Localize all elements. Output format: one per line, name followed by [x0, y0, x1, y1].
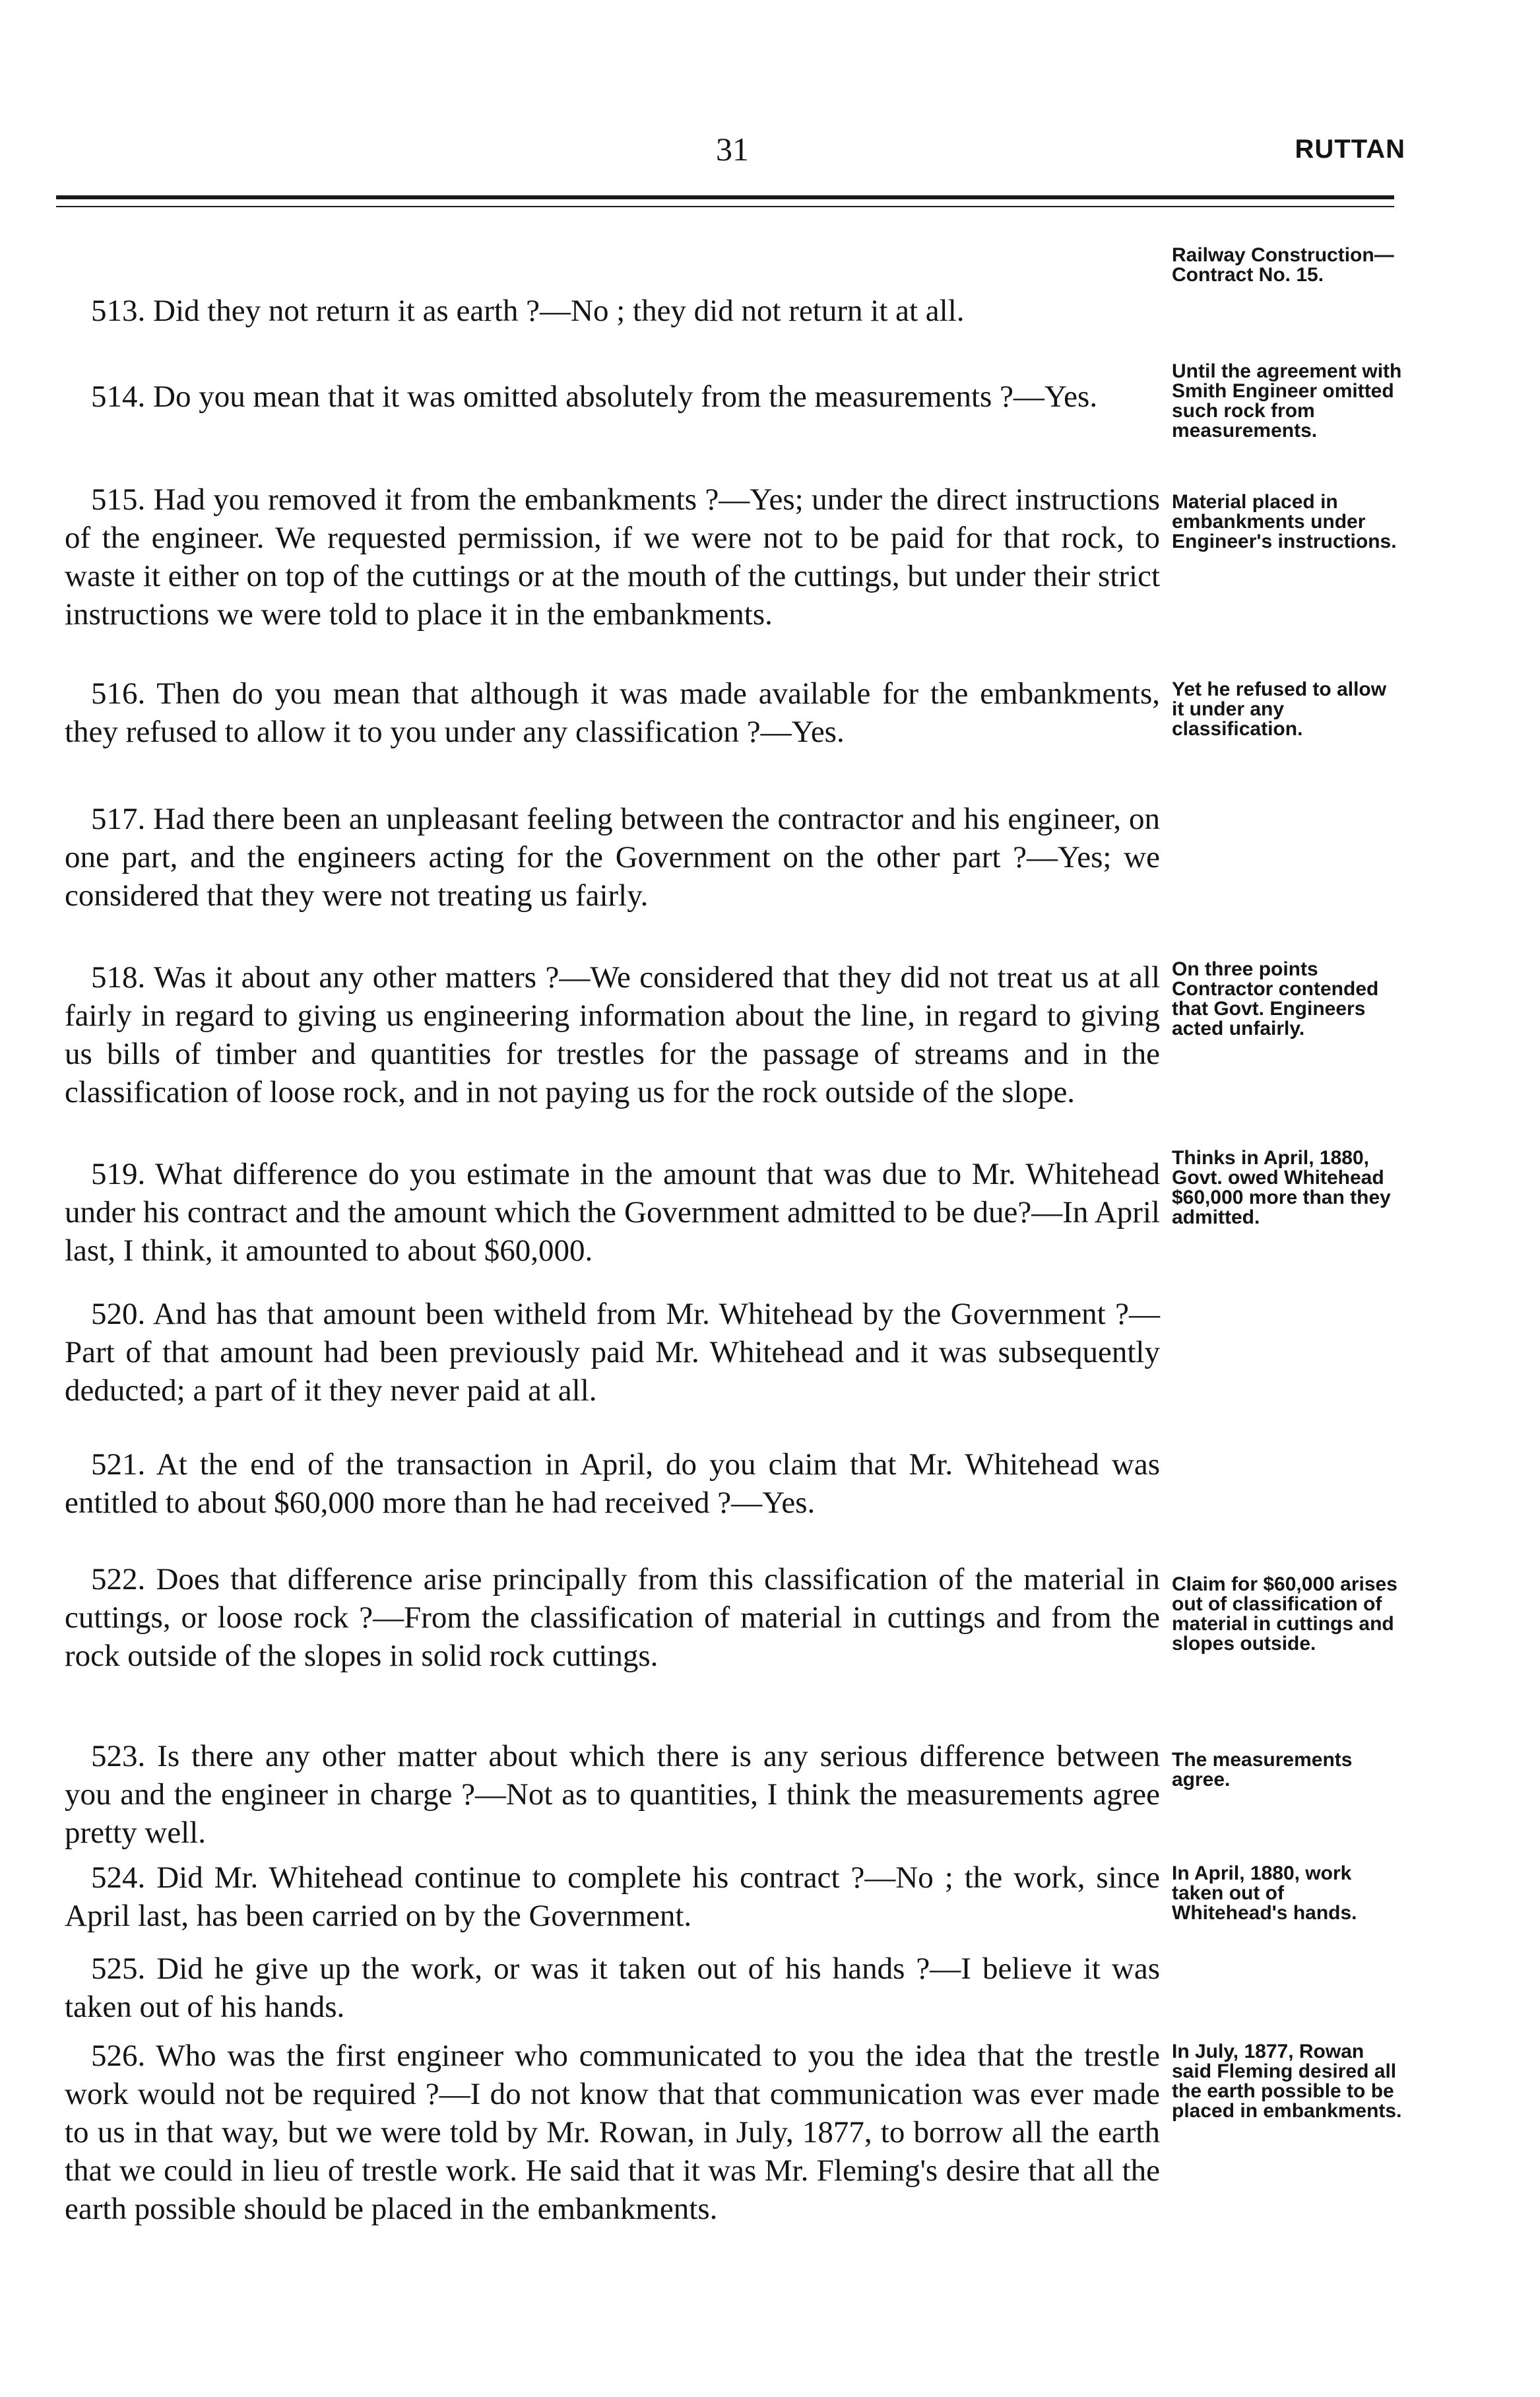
question-518: 518. Was it about any other matters ?—We considered that they did not treat us at all fairly in regard to giving us engineering information about the line, in regard to giving us bills of timber and quantities for trestles for the passage of streams and in the classification of loose rock, and in not paying us for the rock outside of the slope.	[65, 960, 1160, 1109]
margin-note-measurements-agree: The measurements agree.	[1172, 1749, 1353, 1790]
page-number: 31	[716, 131, 749, 168]
margin-notes-column	[1172, 0, 1403, 2397]
margin-note-three-points: On three points Contractor contended that Govt. Engineers acted unfairly.	[1172, 958, 1379, 1039]
question-521: 521. At the end of the transaction in April, do you claim that Mr. Whitehead was entitled to about $60,000 more than he had received ?—Yes.	[65, 1447, 1160, 1520]
margin-note-contract: Railway Construction—Contract No. 15.	[1172, 244, 1394, 286]
question-517: 517. Had there been an unpleasant feeling between the contractor and his engineer, on one part, and the engineers acting for the Government on the other part ?—Yes; we considered that they were not treating us fairly.	[65, 802, 1160, 913]
question-525: 525. Did he give up the work, or was it taken out of his hands ?—I believe it was taken out of his hands.	[65, 1952, 1160, 2024]
question-524: 524. Did Mr. Whitehead continue to complete his contract ?—No ; the work, since April last, has been carried on by the Government.	[65, 1860, 1160, 1933]
question-519: 519. What difference do you estimate in the amount that was due to Mr. Whitehead under his contract and the amount which the Government admitted to be due?—In April last, I think, it amounted to about $60,000.	[65, 1157, 1160, 1268]
question-515: 515. Had you removed it from the embankments ?—Yes; under the direct instructions of the engineer. We requested permission, if we were not to be paid for that rock, to waste it either on top of the cuttings or at the mouth of the cuttings, but under their strict instructions we were told to place it in the embankments.	[65, 482, 1160, 632]
margin-note-material: Material placed in embankments under Engineer's instructions.	[1172, 491, 1397, 552]
margin-note-measurements: Until the agreement with Smith Engineer omitted such rock from measurements.	[1172, 360, 1402, 442]
question-526: 526. Who was the first engineer who communicated to you the idea that the trestle work would not be required ?—I do not know that that communication was ever made to us in that way, but we were told by Mr. Rowan, in July, 1877, to borrow all the earth that we could in lieu of trestle work. He said that it was Mr. Fleming's desire that all the earth possible should be placed in the embankments.	[65, 2039, 1160, 2226]
margin-note-work-taken: In April, 1880, work taken out of Whitehead's hands.	[1172, 1862, 1357, 1924]
margin-note-rowan: In July, 1877, Rowan said Fleming desired all the earth possible to be placed in embankments.	[1172, 2041, 1402, 2122]
question-520: 520. And has that amount been witheld from Mr. Whitehead by the Government ?—Part of that amount had been previously paid Mr. Whitehead and it was subsequently deducted; a part of it they never paid at all.	[65, 1297, 1160, 1408]
question-523: 523. Is there any other matter about which there is any serious difference between you and the engineer in charge ?—Not as to quantities, I think the measurements agree pretty well.	[65, 1739, 1160, 1850]
question-516: 516. Then do you mean that although it was made available for the embankments, they refused to allow it to you under any classification ?—Yes.	[65, 676, 1160, 749]
question-513: 513. Did they not return it as earth ?—No ; they did not return it at all.	[91, 294, 965, 328]
margin-note-april-1880: Thinks in April, 1880, Govt. owed Whitehead $60,000 more than they admitted.	[1172, 1147, 1391, 1228]
margin-note-claim: Claim for $60,000 arises out of classification of material in cuttings and slopes outside.	[1172, 1573, 1397, 1655]
running-head: RUTTAN	[1295, 135, 1405, 164]
question-522: 522. Does that difference arise principally from this classification of the material in cuttings, or loose rock ?—From the classification of material in cuttings and from the rock outside of the slopes in solid rock cuttings.	[65, 1562, 1160, 1673]
margin-note-classification: Yet he refused to allow it under any classification.	[1172, 678, 1387, 740]
question-514: 514. Do you mean that it was omitted absolutely from the measurements ?—Yes.	[91, 379, 1098, 414]
